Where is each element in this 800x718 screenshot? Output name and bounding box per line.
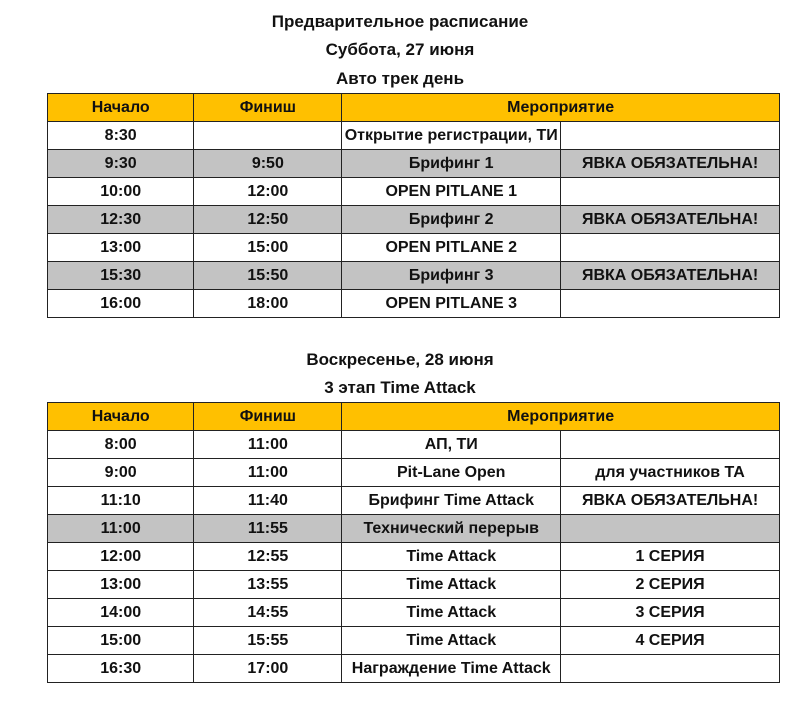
start-time-cell: 14:00 bbox=[48, 599, 194, 627]
note-cell: 1 СЕРИЯ bbox=[561, 543, 780, 571]
end-time-cell: 15:00 bbox=[194, 234, 342, 262]
header-event: Мероприятие bbox=[342, 403, 780, 431]
end-time-cell: 11:40 bbox=[194, 487, 342, 515]
event-cell: OPEN PITLANE 1 bbox=[342, 178, 561, 206]
table-row bbox=[48, 290, 780, 318]
event-cell: OPEN PITLANE 2 bbox=[342, 234, 561, 262]
end-time-cell: 11:00 bbox=[194, 431, 342, 459]
end-time-cell: 17:00 bbox=[194, 655, 342, 683]
event-cell: Time Attack bbox=[342, 571, 561, 599]
header-end: Финиш bbox=[194, 403, 342, 431]
header-start: Начало bbox=[48, 403, 194, 431]
end-time-cell: 9:50 bbox=[194, 150, 342, 178]
start-time-cell: 9:00 bbox=[48, 459, 194, 487]
table-row bbox=[48, 150, 780, 178]
day2-date: Воскресенье, 28 июня bbox=[306, 350, 494, 369]
header-event: Мероприятие bbox=[342, 94, 780, 122]
table-row bbox=[48, 122, 780, 150]
end-time-cell: 12:00 bbox=[194, 178, 342, 206]
table-row bbox=[48, 431, 780, 459]
start-time-cell: 12:00 bbox=[48, 543, 194, 571]
end-time-cell: 15:50 bbox=[194, 262, 342, 290]
start-time-cell: 16:30 bbox=[48, 655, 194, 683]
event-cell: Pit-Lane Open bbox=[342, 459, 561, 487]
day2-schedule-table bbox=[47, 402, 780, 683]
note-cell bbox=[561, 290, 780, 318]
event-cell: Брифинг 2 bbox=[342, 206, 561, 234]
table-row bbox=[48, 487, 780, 515]
table-row bbox=[48, 543, 780, 571]
event-cell: Открытие регистрации, ТИ bbox=[342, 122, 561, 150]
note-cell: ЯВКА ОБЯЗАТЕЛЬНА! bbox=[561, 262, 780, 290]
note-cell bbox=[561, 234, 780, 262]
note-cell bbox=[561, 515, 780, 543]
note-cell bbox=[561, 431, 780, 459]
start-time-cell: 11:10 bbox=[48, 487, 194, 515]
start-time-cell: 16:00 bbox=[48, 290, 194, 318]
end-time-cell: 15:55 bbox=[194, 627, 342, 655]
end-time-cell: 14:55 bbox=[194, 599, 342, 627]
day1-subtitle: Авто трек день bbox=[335, 69, 465, 88]
start-time-cell: 13:00 bbox=[48, 571, 194, 599]
start-time-cell: 8:00 bbox=[48, 431, 194, 459]
header-start: Начало bbox=[48, 94, 194, 122]
start-time-cell: 10:00 bbox=[48, 178, 194, 206]
event-cell: OPEN PITLANE 3 bbox=[342, 290, 561, 318]
schedule-title: Предварительное расписание bbox=[271, 12, 529, 31]
note-cell: 4 СЕРИЯ bbox=[561, 627, 780, 655]
table-row bbox=[48, 178, 780, 206]
table-row bbox=[48, 655, 780, 683]
note-cell: ЯВКА ОБЯЗАТЕЛЬНА! bbox=[561, 150, 780, 178]
end-time-cell: 12:55 bbox=[194, 543, 342, 571]
event-cell: Time Attack bbox=[342, 599, 561, 627]
table-row bbox=[48, 627, 780, 655]
table-row bbox=[48, 262, 780, 290]
day2-subtitle: 3 этап Time Attack bbox=[324, 378, 476, 397]
end-time-cell: 12:50 bbox=[194, 206, 342, 234]
event-cell: Time Attack bbox=[342, 543, 561, 571]
event-cell: Брифинг 1 bbox=[342, 150, 561, 178]
table-header-row bbox=[48, 94, 780, 122]
start-time-cell: 11:00 bbox=[48, 515, 194, 543]
event-cell: Брифинг Time Attack bbox=[342, 487, 561, 515]
table-row bbox=[48, 459, 780, 487]
note-cell bbox=[561, 178, 780, 206]
start-time-cell: 15:30 bbox=[48, 262, 194, 290]
table-row bbox=[48, 206, 780, 234]
day1-schedule-table bbox=[47, 93, 780, 318]
note-cell: ЯВКА ОБЯЗАТЕЛЬНА! bbox=[561, 206, 780, 234]
note-cell: ЯВКА ОБЯЗАТЕЛЬНА! bbox=[561, 487, 780, 515]
start-time-cell: 15:00 bbox=[48, 627, 194, 655]
end-time-cell: 13:55 bbox=[194, 571, 342, 599]
start-time-cell: 8:30 bbox=[48, 122, 194, 150]
end-time-cell: 18:00 bbox=[194, 290, 342, 318]
table-row bbox=[48, 234, 780, 262]
table-row bbox=[48, 599, 780, 627]
event-cell: Брифинг 3 bbox=[342, 262, 561, 290]
table-row bbox=[48, 515, 780, 543]
end-time-cell: 11:00 bbox=[194, 459, 342, 487]
end-time-cell: 11:55 bbox=[194, 515, 342, 543]
note-cell: 2 СЕРИЯ bbox=[561, 571, 780, 599]
event-cell: Награждение Time Attack bbox=[342, 655, 561, 683]
event-cell: АП, ТИ bbox=[342, 431, 561, 459]
day1-date: Суббота, 27 июня bbox=[325, 40, 475, 59]
table-header-row bbox=[48, 403, 780, 431]
event-cell: Технический перерыв bbox=[342, 515, 561, 543]
table-row bbox=[48, 571, 780, 599]
end-time-cell bbox=[194, 122, 342, 150]
start-time-cell: 9:30 bbox=[48, 150, 194, 178]
note-cell: для участников ТА bbox=[561, 459, 780, 487]
event-cell: Time Attack bbox=[342, 627, 561, 655]
start-time-cell: 12:30 bbox=[48, 206, 194, 234]
note-cell: 3 СЕРИЯ bbox=[561, 599, 780, 627]
note-cell bbox=[561, 655, 780, 683]
start-time-cell: 13:00 bbox=[48, 234, 194, 262]
header-end: Финиш bbox=[194, 94, 342, 122]
note-cell bbox=[561, 122, 780, 150]
